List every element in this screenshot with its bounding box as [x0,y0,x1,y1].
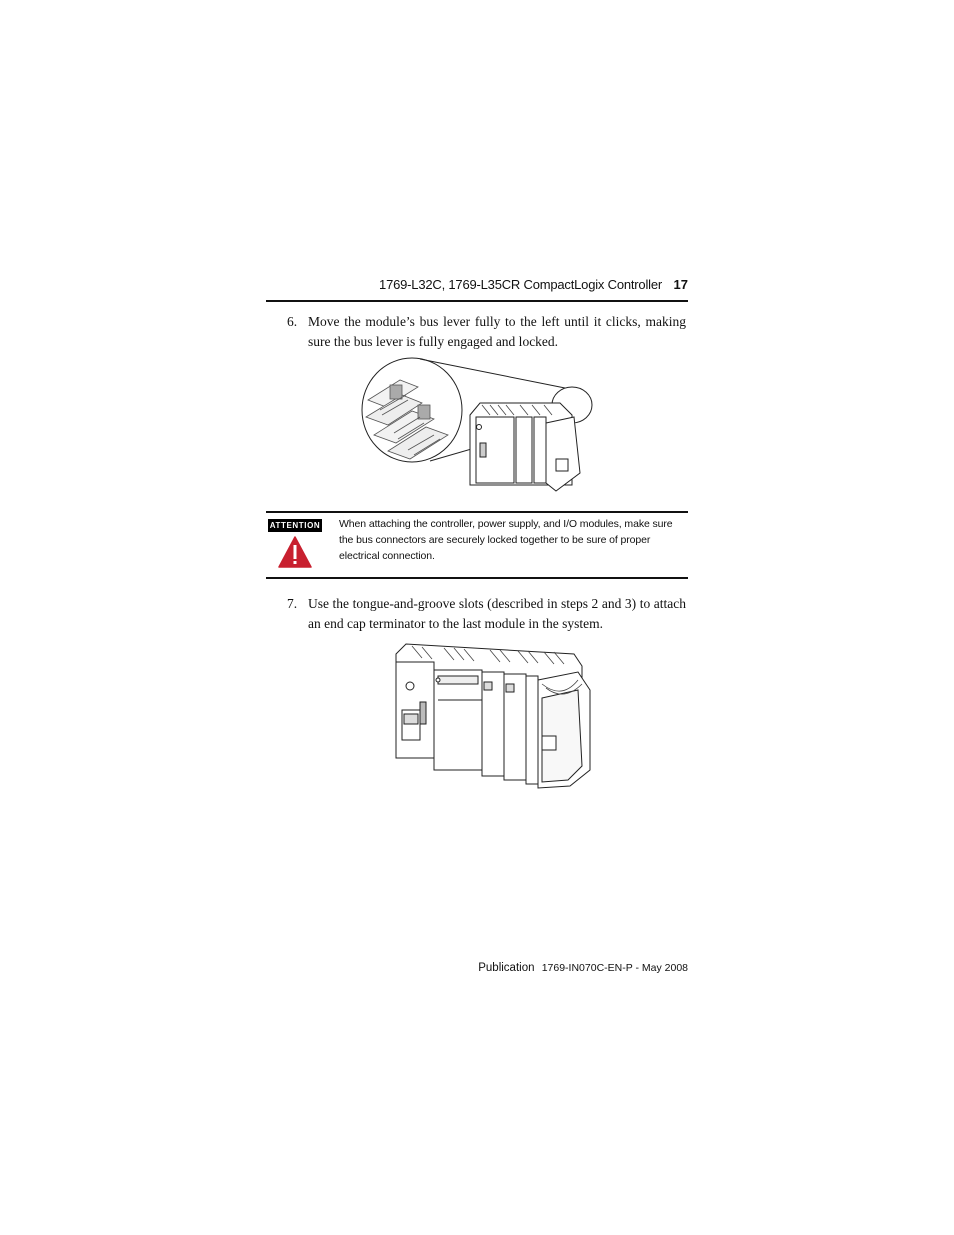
attention-box [266,512,688,578]
page-footer [478,962,688,974]
attention-label: ATTENTION [269,521,321,530]
end-cap-illustration [392,640,594,792]
warning-triangle-icon [278,536,312,568]
step-6 [287,312,689,354]
attention-bottom-rule [266,577,688,579]
step-7 [287,594,689,636]
step-text: Move the module’s bus lever fully to the left until it clicks, making sure the bus lever is fully engaged and locked. [308,314,686,349]
bus-lever-illustration [360,355,596,495]
step-number: 7. [287,596,298,611]
attention-text: When attaching the controller, power supply, and I/O modules, make sure the bus connectors are securely locked together to be sure of proper electrical connection. [339,518,673,562]
header-rule [266,300,688,302]
page-number: 17 [673,277,688,292]
header-title: 1769-L32C, 1769-L35CR CompactLogix Controller [379,277,662,292]
page-header [266,274,688,300]
step-text: Use the tongue-and-groove slots (described in steps 2 and 3) to attach an end cap terminator to the last module in the system. [308,596,686,631]
step-number: 6. [287,314,298,329]
publication-number: 1769-IN070C-EN-P - May 2008 [541,962,688,974]
footer-label: Publication [478,962,535,974]
